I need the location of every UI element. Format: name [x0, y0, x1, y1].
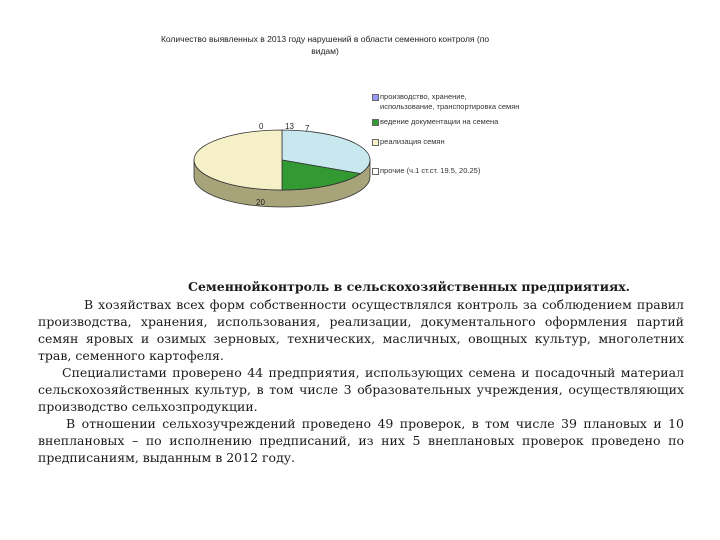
chart-title: Количество выявленных в 2013 году нарушений в области семенного контроля (по видам) — [160, 34, 490, 56]
chart-legend — [372, 92, 522, 182]
legend-item — [372, 92, 522, 111]
report-text — [38, 278, 684, 466]
legend-label: ведение документации на семена — [380, 117, 499, 126]
paragraph: В хозяйствах всех форм собственности осуществлялся контроль за соблюдением правил производства, хранения, использования, реализации, документального оформления партий семян яровых и озимых зерновых, технических, масличных, овощных культур, многолетних трав, семенного картофеля. — [38, 297, 684, 363]
data-label: 13 — [285, 122, 294, 131]
legend-swatch — [372, 139, 379, 146]
legend-swatch — [372, 168, 379, 175]
legend-label: реализация семян — [380, 136, 445, 146]
paragraph: В отношении сельхозучреждений проведено 49 проверок, в том числе 39 плановых и 10 внеплановых – по исполнению предписаний, из них 5 внеплановых проверок проведено по предписаниям, выданным в 2012 году. — [38, 416, 684, 465]
legend-item — [372, 117, 522, 127]
legend-item — [372, 166, 522, 176]
data-label: 20 — [256, 198, 265, 207]
legend-swatch — [372, 94, 379, 101]
data-label: 0 — [259, 122, 264, 131]
legend-label: производство, хранение, использование, транспортировка семян — [380, 92, 520, 111]
legend-item — [372, 137, 522, 147]
data-label: 7 — [305, 124, 310, 133]
legend-label: прочие (ч.1 ст.ст. 19.5, 20.25) — [380, 166, 481, 175]
section-heading: Семеннойконтроль в сельскохозяйственных предприятиях. — [188, 279, 631, 294]
legend-swatch — [372, 119, 379, 126]
paragraph: Специалистами проверено 44 предприятия, использующих семена и посадочный материал сельскохозяйственных культур, в том числе 3 образовательных учреждения, осуществляющих производство сельхозпродукции. — [38, 365, 684, 414]
